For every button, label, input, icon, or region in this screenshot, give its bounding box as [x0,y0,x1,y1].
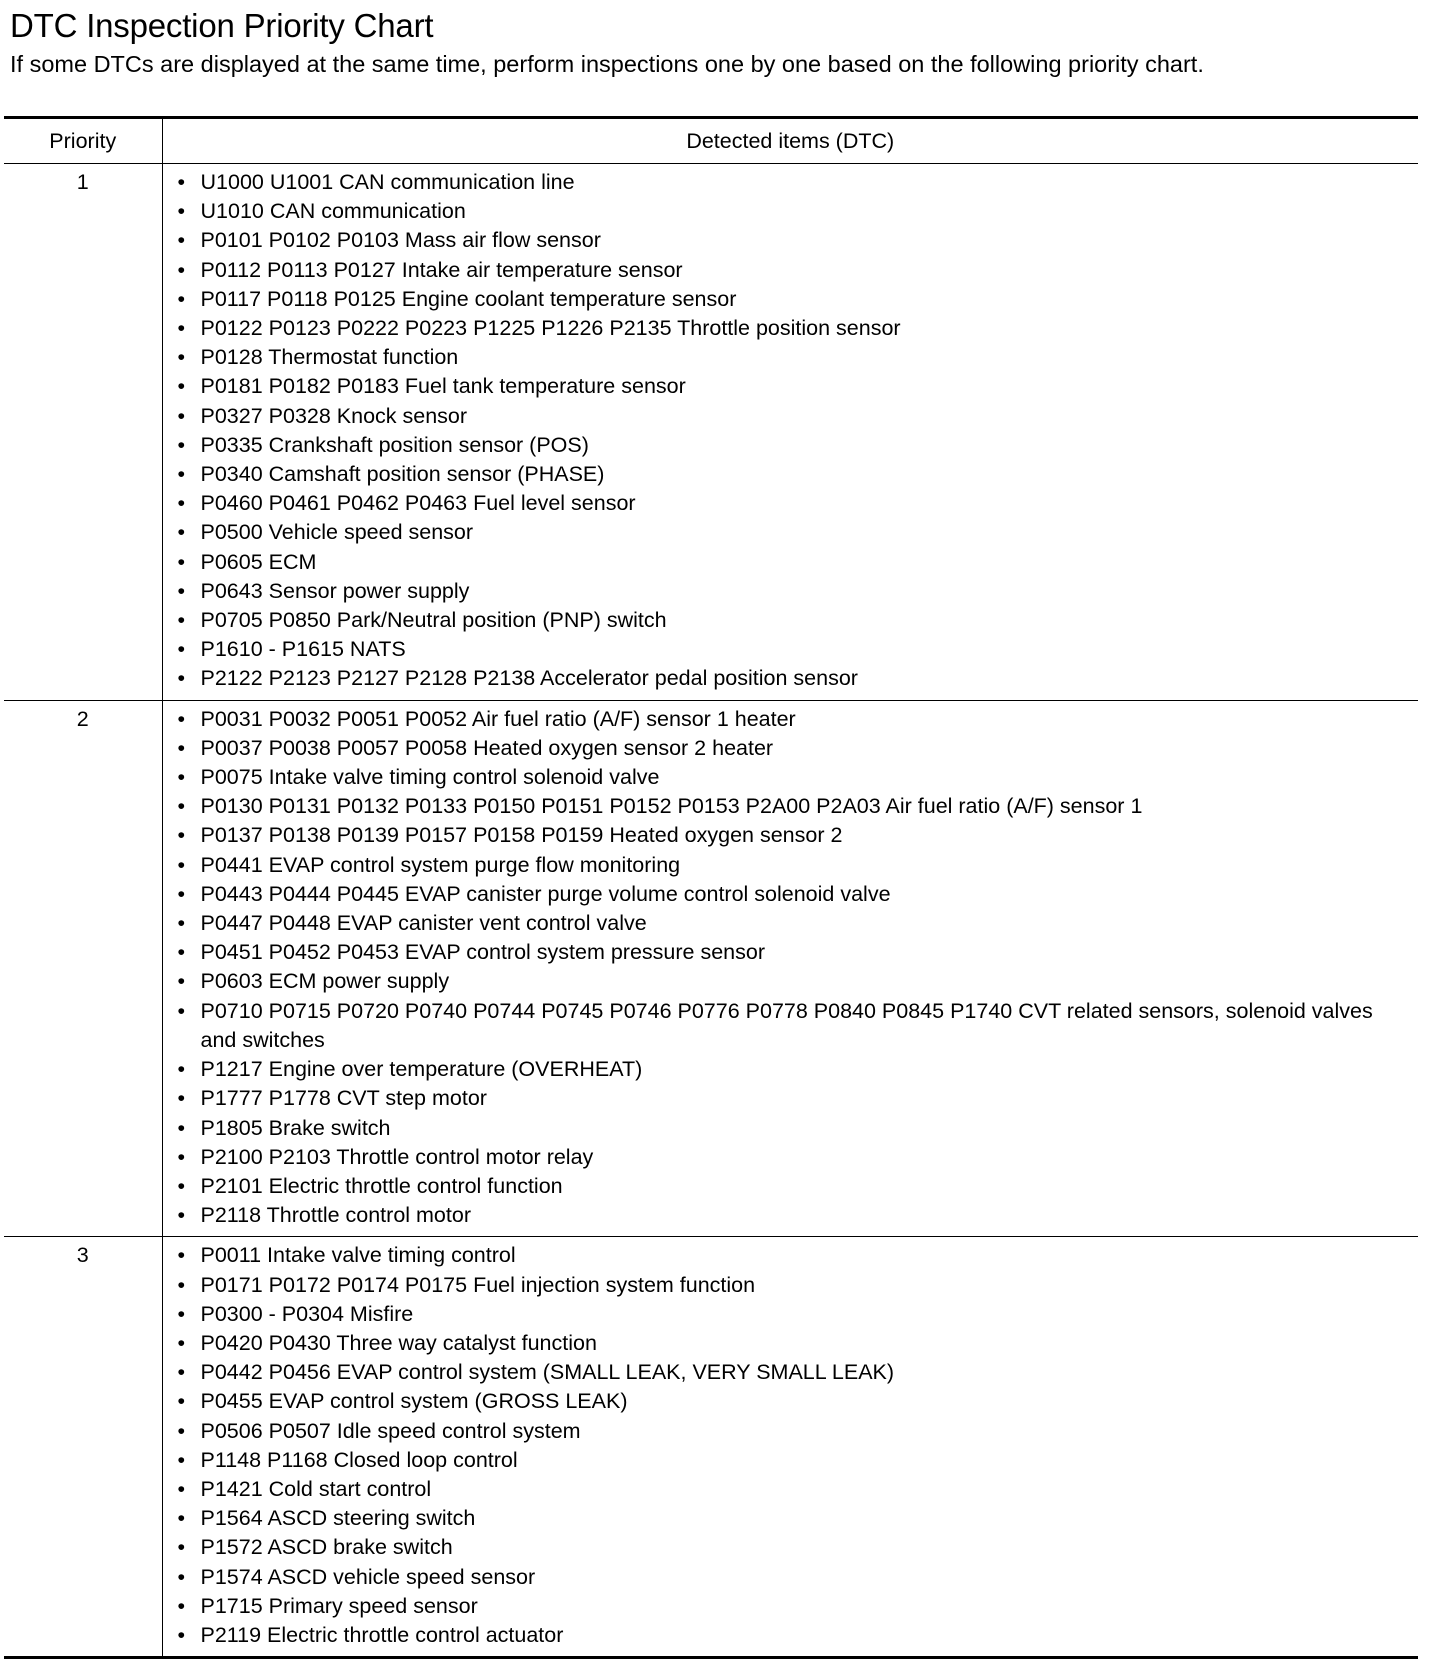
dtc-list-item: • U1010 CAN communication [163,197,1415,226]
dtc-list-item: • P0171 P0172 P0174 P0175 Fuel injection system function [163,1271,1415,1300]
dtc-priority-table [4,116,1418,1659]
priority-cell: 2 [4,700,162,1237]
detected-items-cell [162,1237,1418,1658]
table-row [4,1237,1418,1658]
dtc-list-item: • P0181 P0182 P0183 Fuel tank temperature sensor [163,372,1415,401]
dtc-list-item: • P0335 Crankshaft position sensor (POS) [163,431,1415,460]
dtc-list-item: • P0455 EVAP control system (GROSS LEAK) [163,1387,1415,1416]
table-row [4,700,1418,1237]
table-header [4,118,1418,164]
detected-items-cell [162,700,1418,1237]
dtc-list-item: • P1148 P1168 Closed loop control [163,1446,1415,1475]
dtc-list-item: • P2119 Electric throttle control actuator [163,1621,1415,1650]
dtc-list-item: • P2100 P2103 Throttle control motor relay [163,1143,1415,1172]
dtc-list-item: • P0101 P0102 P0103 Mass air flow sensor [163,226,1415,255]
dtc-list [163,705,1415,1231]
dtc-list-item: • P1610 - P1615 NATS [163,635,1415,664]
dtc-list-item: • P2118 Throttle control motor [163,1201,1415,1230]
dtc-list-item: • P0031 P0032 P0051 P0052 Air fuel ratio (A/F) sensor 1 heater [163,705,1415,734]
detected-items-cell [162,164,1418,701]
dtc-list-item: • P0506 P0507 Idle speed control system [163,1417,1415,1446]
dtc-list-item: • P0300 - P0304 Misfire [163,1300,1415,1329]
document-page [10,6,1426,79]
dtc-list-item: • P2122 P2123 P2127 P2128 P2138 Accelerator pedal position sensor [163,664,1415,693]
dtc-list-item: • P0603 ECM power supply [163,967,1415,996]
intro-text: If some DTCs are displayed at the same time, perform inspections one by one based on the following priority chart. [10,51,1204,77]
dtc-list-item: • P0122 P0123 P0222 P0223 P1225 P1226 P2135 Throttle position sensor [163,314,1415,343]
dtc-list-item: • P1805 Brake switch [163,1114,1415,1143]
dtc-list-item: • P0643 Sensor power supply [163,577,1415,606]
dtc-list-item: • U1000 U1001 CAN communication line [163,168,1415,197]
table-header-row [4,118,1418,164]
dtc-list-item: • P0460 P0461 P0462 P0463 Fuel level sensor [163,489,1415,518]
dtc-list-item: • P1421 Cold start control [163,1475,1415,1504]
dtc-list-item: • P1572 ASCD brake switch [163,1533,1415,1562]
dtc-list-item: • P0420 P0430 Three way catalyst function [163,1329,1415,1358]
dtc-list-item: • P0037 P0038 P0057 P0058 Heated oxygen sensor 2 heater [163,734,1415,763]
dtc-list-item: • P0128 Thermostat function [163,343,1415,372]
priority-cell: 1 [4,164,162,701]
dtc-list-item: • P0442 P0456 EVAP control system (SMALL LEAK, VERY SMALL LEAK) [163,1358,1415,1387]
dtc-list-item: • P0130 P0131 P0132 P0133 P0150 P0151 P0152 P0153 P2A00 P2A03 Air fuel ratio (A/F) sensor 1 [163,792,1415,821]
dtc-list-item: • P0340 Camshaft position sensor (PHASE) [163,460,1415,489]
dtc-list [163,1241,1415,1650]
dtc-list-item: • P0075 Intake valve timing control solenoid valve [163,763,1415,792]
dtc-list [163,168,1415,694]
dtc-list-item: • P1217 Engine over temperature (OVERHEAT) [163,1055,1415,1084]
dtc-list-item: • P0451 P0452 P0453 EVAP control system pressure sensor [163,938,1415,967]
table-body [4,164,1418,1658]
dtc-list-item: • P0117 P0118 P0125 Engine coolant temperature sensor [163,285,1415,314]
dtc-list-item: • P1574 ASCD vehicle speed sensor [163,1563,1415,1592]
dtc-list-item: • P0500 Vehicle speed sensor [163,518,1415,547]
dtc-list-item: • P0137 P0138 P0139 P0157 P0158 P0159 Heated oxygen sensor 2 [163,821,1415,850]
dtc-list-item: • P1715 Primary speed sensor [163,1592,1415,1621]
items-column-header: Detected items (DTC) [162,118,1418,164]
dtc-list-item: • P2101 Electric throttle control function [163,1172,1415,1201]
dtc-list-item: • P0327 P0328 Knock sensor [163,402,1415,431]
page-title: DTC Inspection Priority Chart [10,7,434,44]
dtc-list-item: • P0112 P0113 P0127 Intake air temperature sensor [163,256,1415,285]
dtc-list-item: • P0441 EVAP control system purge flow monitoring [163,851,1415,880]
priority-column-header: Priority [4,118,162,164]
dtc-list-item: • P0705 P0850 Park/Neutral position (PNP) switch [163,606,1415,635]
dtc-list-item: • P1564 ASCD steering switch [163,1504,1415,1533]
table-row [4,164,1418,701]
priority-cell: 3 [4,1237,162,1658]
dtc-list-item: • P0710 P0715 P0720 P0740 P0744 P0745 P0746 P0776 P0778 P0840 P0845 P1740 CVT related sensors, solenoid valves and switches [163,997,1415,1055]
dtc-list-item: • P1777 P1778 CVT step motor [163,1084,1415,1113]
dtc-list-item: • P0443 P0444 P0445 EVAP canister purge volume control solenoid valve [163,880,1415,909]
dtc-list-item: • P0605 ECM [163,548,1415,577]
dtc-list-item: • P0011 Intake valve timing control [163,1241,1415,1270]
dtc-list-item: • P0447 P0448 EVAP canister vent control valve [163,909,1415,938]
